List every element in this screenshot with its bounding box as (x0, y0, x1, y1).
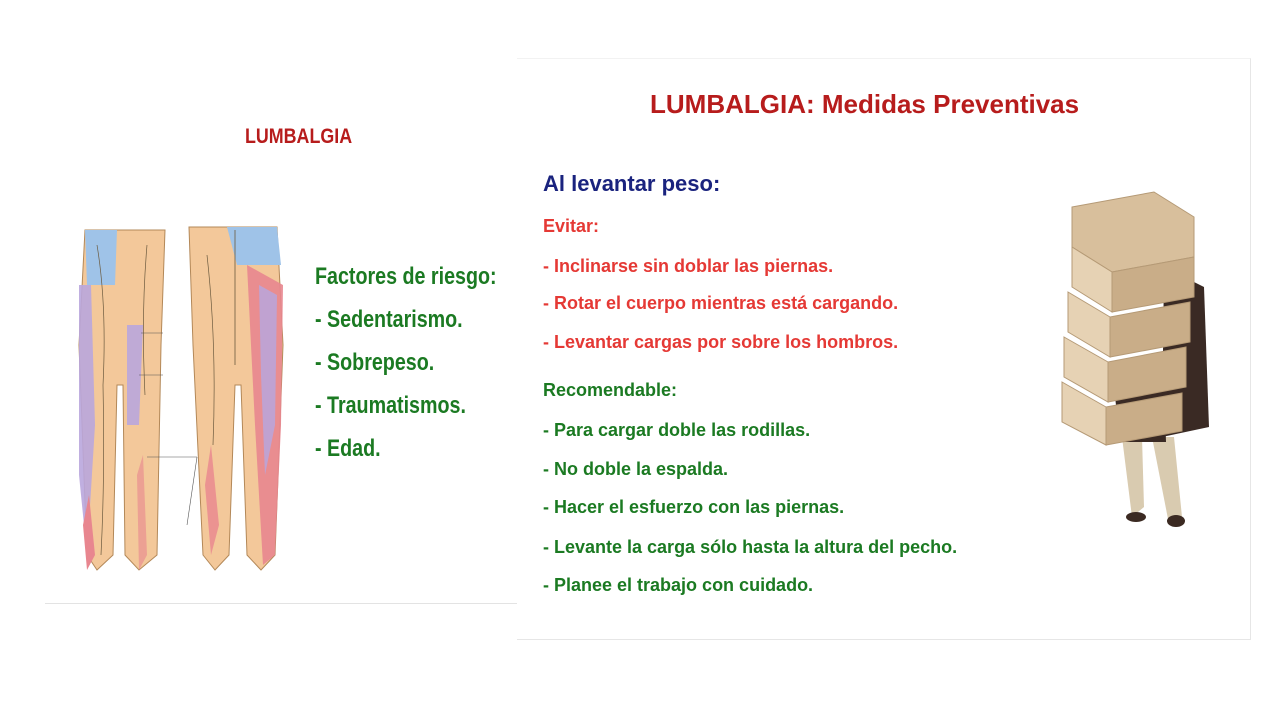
section-subtitle: Al levantar peso: (543, 171, 721, 196)
recommend-heading: Recomendable: (543, 380, 678, 400)
recommend-item: - Levante la carga sólo hasta la altura del pecho. (543, 537, 958, 557)
recommend-item: - Planee el trabajo con cuidado. (543, 575, 814, 595)
avoid-item: - Rotar el cuerpo mientras está cargando. (543, 293, 899, 313)
risk-item: - Traumatismos. (315, 392, 466, 419)
risk-item: - Sobrepeso. (315, 349, 435, 376)
front-legs-figure (79, 230, 165, 570)
risk-item: - Edad. (315, 435, 381, 462)
person-carrying-boxes-image (1044, 187, 1254, 532)
slide-lumbalgia-prevention (517, 58, 1251, 640)
avoid-item: - Inclinarse sin doblar las piernas. (543, 256, 834, 276)
risk-factors-list (315, 255, 497, 470)
recommend-item: - Hacer el esfuerzo con las piernas. (543, 497, 845, 517)
avoid-heading: Evitar: (543, 216, 600, 236)
slide-lumbalgia-risk (45, 75, 520, 604)
risk-item: - Sedentarismo. (315, 306, 463, 333)
avoid-item: - Levantar cargas por sobre los hombros. (543, 332, 899, 352)
recommend-item: - Para cargar doble las rodillas. (543, 420, 811, 440)
recommend-item: - No doble la espalda. (543, 459, 729, 479)
dermatome-legs-diagram (77, 225, 292, 575)
slide-title: LUMBALGIA: Medidas Preventivas (650, 89, 1080, 119)
back-legs-figure (189, 227, 283, 570)
risk-heading: Factores de riesgo: (315, 263, 497, 290)
slide-title: LUMBALGIA (245, 125, 353, 148)
